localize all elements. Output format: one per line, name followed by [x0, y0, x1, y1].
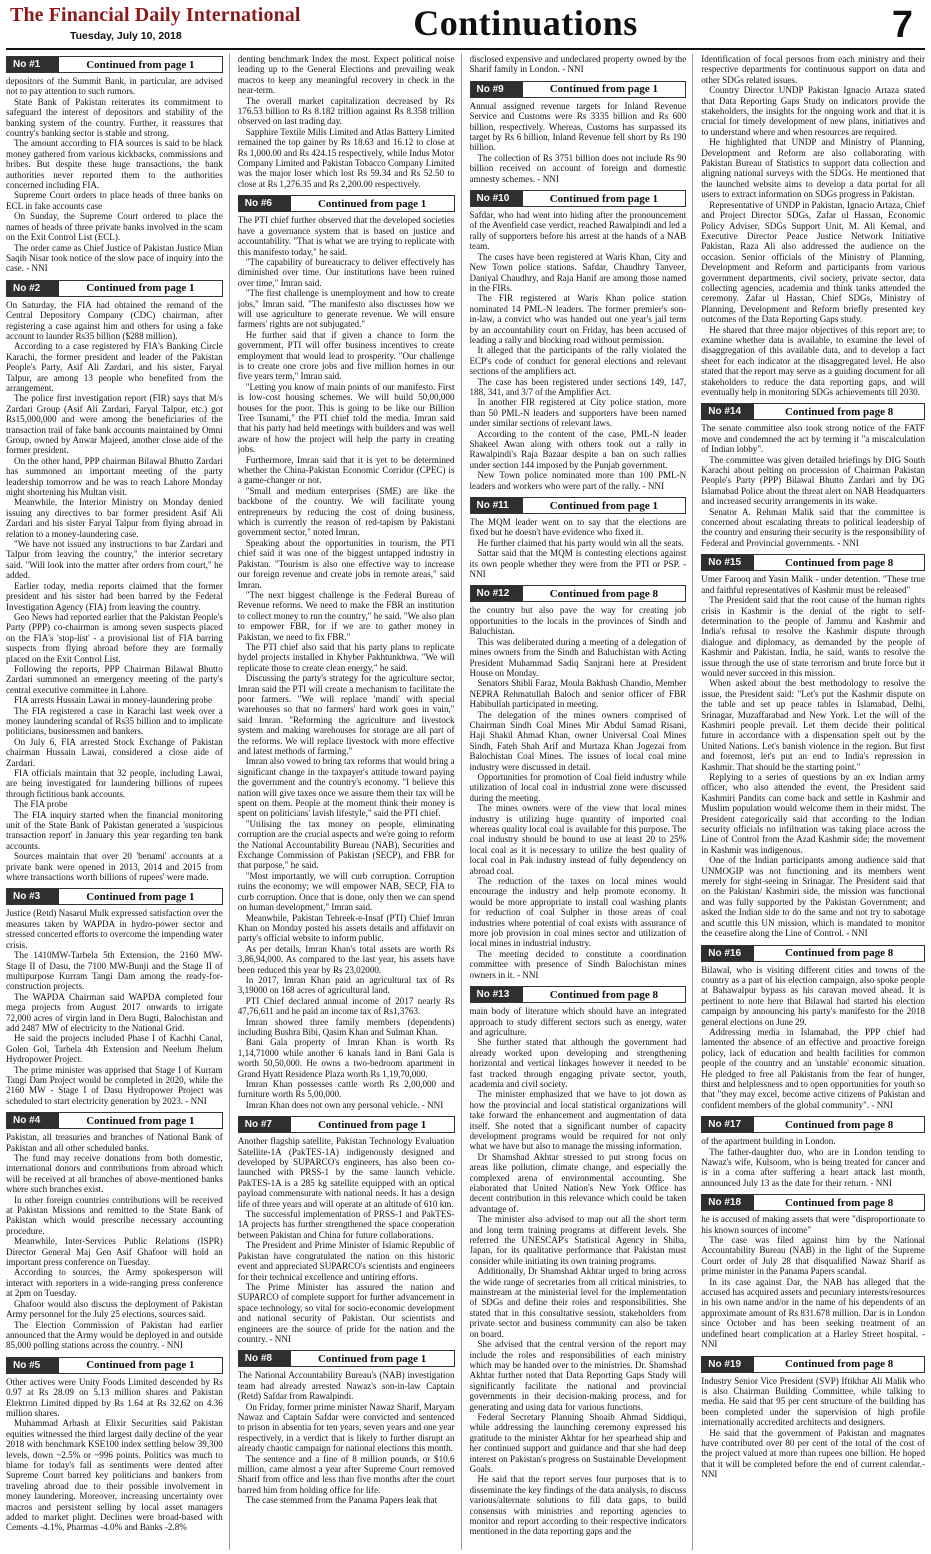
paragraph: PTI Chief declared annual income of 2017 nearly Rs 47,76,611 and he paid an income tax of Rs1,3763.	[237, 995, 455, 1017]
story-header	[701, 554, 925, 571]
story-number-badge: No #2	[7, 281, 59, 296]
story-header	[470, 190, 687, 207]
paragraph: Sattar said that the MQM is contesting elections against its own people whether they were from the PTI or PSP. - NNI	[469, 548, 687, 580]
paragraph: The FIA inquiry started when the financial monitoring unit of the State Bank of Pakistan generated a 'suspicious transaction report' in January this year regarding ten bank accounts.	[6, 809, 223, 851]
story-header	[701, 945, 925, 962]
paragraph: New Town police nominated more than 100 PML-N leaders and workers who were part of the rally. - NNI	[469, 470, 687, 491]
continuation-story	[6, 280, 223, 883]
continuation-story	[6, 56, 223, 274]
story-header	[470, 986, 687, 1003]
continuation-story	[238, 54, 455, 189]
continued-from-label: Continued from page 1	[317, 1352, 427, 1365]
paragraph: On Friday, former prime minister Nawaz Sharif, Maryam Nawaz and Captain Safdar were convicted and sentenced to prison in absentia for ten years, seven years and one year respectively, in a verdict that is likely to further disrupt an already chaotic campaign for national elections this month.	[237, 1401, 455, 1454]
paragraph: Following the reports, PPP Chairman Bilawal Bhutto Zardari summoned an emergency meeting of the party's central executive committee in Lahore.	[6, 663, 223, 695]
paragraph: FIA arrests Hussain Lawai in money-laundering probe	[14, 695, 212, 706]
paragraph: When asked about the best methodology to resolve the issue, the President said: "Let's put the Kashmir dispute on the table and set up peace tables in Islamabad, Delhi, Srinagar, Muzaffarabad and New York. Let the will of the Kashmiri people prevail. Let them decide their political future in accordance with a dispensation spelt out by the United Nations. Let's banish violence in the region. But first and foremost, let's put an end to India's repression in Kashmir. That should be the starting point."	[701, 678, 925, 772]
continued-from-label: Continued from page 8	[549, 988, 659, 1001]
continued-from-label: Continued from page 1	[317, 197, 427, 210]
continuation-story	[470, 190, 687, 491]
continuation-story	[6, 1112, 223, 1351]
column-1	[6, 54, 230, 1550]
paragraph: The committee was given detailed briefings by DIG South Karachi about pelting on procession of Chairman Pakistan People's Party (PPP) Bilawal Bhutto Zardari and by DG Islamabad Police about the threat alert on NAB Headquarters and increased security arrangements in its wake.	[701, 454, 925, 507]
paragraph: The senate committee also took strong notice of the FATF move and condemned the act by terming it "a miscalculation of Indian lobby".	[701, 423, 925, 455]
paragraph: He further claimed that his party would win all the seats.	[477, 537, 684, 548]
paragraph: Opportunities for promotion of Coal field industry while utilization of local coal in industrial zone were discussed during the meeting.	[469, 771, 687, 803]
paragraph: The minister also advised to map out all the short term and long term training programs at different levels. She referred the UNESCAP's Statistical Agency in Shiba, Japan, for its qualitative performance that Pakistan must consider while initiating its own training programs.	[469, 1214, 687, 1266]
paragraph: Federal Secretary Planning Shoaib Ahmad Siddiqui, while addressing the launching ceremony expressed his gratitude to the minister Akhtar for her spearhead ship and her continued support and guidance and that she had deep interest on Pakistan's progress on Sustainable Development Goals.	[469, 1411, 687, 1474]
paragraph: "Utilising the tax money on people, eliminating corruption are the crucial aspects and we're going to reform the National Accountability Bureau (NAB), Securities and Exchange Commission of Pakistan (SECP), and FBR for that purpose," he said.	[237, 818, 455, 871]
paragraph: The delegation of the mines owners comprised of Chairman Sindh Coal Mines Mir Abdul Samad Risani, Haji Shakil Ahmad Khan, owner Universal Coal Mines Sindh, Fateh Shah Arif and Murtaza Khan Jogezai from Balochistan Coal Mines. The issues of local coal mine industry were discussed in detail.	[469, 709, 687, 772]
paragraph: main body of literature which should have an integrated approach to study different sectors such as energy, water and agriculture.	[469, 1006, 687, 1037]
continued-from-label: Continued from page 8	[784, 405, 894, 418]
continued-from-label: Continued from page 1	[86, 890, 195, 903]
story-header	[238, 1116, 455, 1133]
continuation-story	[238, 1116, 455, 1344]
paragraph: denting benchmark Index the most. Expect political noise leading up to the General Elections and prevailing weak macros to keep any meaningful recovery in check in the near-term.	[237, 54, 455, 96]
paragraph: The case was filed against him by the National Accountability Bureau (NAB) in the light of the Supreme Court order of July 28 that disqualified Nawaz Sharif as prime minister in the Panama Papers scandal.	[701, 1235, 925, 1277]
paragraph: The President and Prime Minister of Islamic Republic of Pakistan have congratulated the nation on this historic event and appreciated SUPARCO's scientists and engineers for their technical excellence and untiring efforts.	[237, 1240, 455, 1282]
paragraph: It alleged that the participants of the rally violated the ECP's code of conduct for general elections and relevant sections of the amplifiers act.	[469, 345, 687, 377]
continuation-story	[238, 1350, 455, 1505]
continued-from-label: Continued from page 1	[86, 1359, 195, 1372]
story-header	[238, 195, 455, 212]
paragraph: The President said that the root cause of the human rights crisis in Kashmir is the denial of the right to self-determination to the people of Jammu and Kashmir and India's refusal to resolve the Kashmir dispute through dialogue and diplomacy, as demanded by the people of Kashmir and Pakistan. India, he said, wants to resolve the issue through the use of state terrorism and brute force but it would never succeed in this mission.	[701, 595, 925, 678]
paragraph: The order came as Chief Justice of Pakistan Justice Mian Saqib Nisar took notice of the slow pace of inquiry into the case. - NNI	[6, 242, 223, 274]
continuation-story	[701, 554, 925, 938]
paragraph: FIA officials maintain that 32 people, including Lawai, are being investigated for laundering billions of rupees through fictitious bank accounts.	[6, 768, 223, 799]
story-number-badge: No #14	[702, 404, 754, 419]
story-number-badge: No #7	[239, 1117, 291, 1132]
paragraph: Another flagship satellite, Pakistan Technology Evaluation Satellite-1A (PakTES-1A) indigenously designed and developed by SUPARCO's engineers, has also been co-launched with PRSS-1 by the same launch vehicle. PakTES-1A is a 285 kg satellite equipped with an optical payload commensurate with national needs. It has a design life of three years and will operate at an altitude of 610 km.	[237, 1136, 455, 1209]
story-number-badge: No #13	[471, 987, 523, 1002]
story-number-badge: No #9	[471, 82, 523, 97]
continuation-story	[701, 1356, 925, 1480]
story-number-badge: No #18	[702, 1195, 754, 1210]
paragraph: Addressing media in Islamabad, the PPP chief had lamented the absence of an effective and proactive foreign policy, lack of education and health facilities for common people of the country and an 'unstable' economic situation. He pledged to free all Pakistanis from the fear of hunger, thirst and helplessness and to open opportunities for youth so that "they may excel, become active citizens of Pakistan and confident members of the global community". - NNI	[701, 1026, 925, 1110]
continued-from-label: Continued from page 1	[549, 83, 659, 96]
paragraph: Senator A. Rehman Malik said that the committee is concerned about escalating threats to political leadership of the country and ensuring their security is the responsibility of Federal and Provincial governments. - NNI	[701, 506, 925, 548]
paragraph: The prime minister was apprised that Stage I of Kurram Tangi Dam Project would be completed in 2020, while the 2160 MW - Stage I of Dasu Hydropower Project was scheduled to start electricity generation by 2023. - NNI	[6, 1064, 223, 1106]
paragraph: Furthermore, Imran said that it is yet to be determined whether the China-Pakistan Economic Corridor (CPEC) is a game-changer or not.	[237, 454, 455, 486]
newspaper-logo: The Financial Daily International	[10, 4, 301, 26]
paragraph: Muhammad Arbash at Elixir Securities said Pakistan equities witnessed the third largest daily decline of the year 2018 with benchmark KSE100 index settling below 39,300 levels, down ~2.5% or ~996 points. Politics was much to blame for today's fall as sentiments were dented after Supreme Court barred key politicians and bankers from traveling abroad due to their possible involvement in money laundering. Moreover, increasing uncertainty over macros and persistent selling by local asset managers added to market plight. Declines were broad-based with Cements -4.1%, Pharmas -4.0% and Banks -2.8%	[6, 1418, 223, 1533]
paragraph: Geo News had reported earlier that the Pakistan People's Party (PPP) co-chairman is among seven suspects placed on the FIA's 'stop-list' - a provisional list of FIA barring suspects from flying abroad before they are formally placed on the Exit Control List.	[6, 611, 223, 664]
paragraph: One of the Indian participants among audience said that UNMOGIP was not functioning and its members went merely for sight-seeing in Srinagar. The President said that on the Pakistan/ Kashmiri side, the mission was functional and was fully supported by the Pakistan Government; and asked the Indian side to do the same and not try to sabotage and scuttle this UN mission, which is mandated to monitor the ceasefire along the Line of Control. - NNI	[701, 855, 925, 939]
paragraph: The successful implementation of PRSS-1 and PakTES-1A projects has further strengthened the space cooperation between Pakistan and China for future collaborations.	[237, 1209, 455, 1240]
story-number-badge: No #8	[239, 1351, 291, 1366]
story-number-badge: No #17	[702, 1117, 754, 1132]
paragraph: The police first investigation report (FIR) says that M/s Zardari Group (Asif Ali Zardari, Faryal Talpur, etc.) got Rs15,000,000 and were among the beneficiaries of the transaction trail of fake bank accounts maintained by Omni Group, owned by Anwar Majeed, another close aide of the former president.	[6, 393, 223, 456]
paragraph: State Bank of Pakistan reiterates its commitment to safeguard the interest of depositors and stability of the banking system of the country. Further, it reassures that country's banking sector is stable and strong.	[6, 96, 223, 139]
paragraph: He said the projects included Phase I of Kachhi Canal, Golen Gol, Tarbela 4th Extension and Neelum Jhelum Hydropower Project.	[6, 1033, 223, 1065]
continued-from-label: Continued from page 1	[549, 192, 659, 205]
paragraph: The collection of Rs 3751 billion does not include Rs 90 billion received on account of foreign and domestic amnesty schemes. - NNI	[469, 152, 687, 184]
paragraph: Meanwhile, Inter-Services Public Relations (ISPR) Director General Maj Gen Asif Ghafoor will hold an important press conference on Tuesday.	[6, 1236, 223, 1268]
story-header	[701, 1194, 925, 1211]
continuation-story	[6, 888, 223, 1106]
continuation-story	[470, 54, 687, 75]
paragraph: Umer Farooq and Yasin Malik - under detention. "These true and faithful representatives of Kashmir must be released"	[701, 574, 925, 595]
paragraph: The sentence and a fine of 8 million pounds, or $10.6 million, came almost a year after Supreme Court removed Sharif from office and less than five months after the court barred him from holding office for life.	[237, 1453, 455, 1495]
paragraph: The Election Commission of Pakistan had earlier announced that the Army would be deployed in and outside 85,000 polling stations across the country. - NNI	[6, 1319, 223, 1351]
paragraph: Bani Gala property of Imran Khan is worth Rs 1,14,71000 while another 6 kanals land in Bani Gala is worth 50,50,000. He owns a two-bedroom apartment in Grand Hyatt Residence Plaza worth Rs 1,19,70,000.	[237, 1037, 455, 1079]
paragraph: The FIA registered a case in Karachi last week over a money laundering scandal of Rs35 billion and to implicate politicians, businessmen and bankers.	[6, 705, 223, 737]
paragraph: The 1410MW-Tarbela 5th Extension, the 2160 MW-Stage II of Dasu, the 7100 MW-Bunji and the Stage II of multipurpose Kurram Tangi Dam among the ready-for-construction projects.	[6, 950, 223, 992]
paragraph: disclosed expensive and undeclared property owned by the Sharif family in London. - NNI	[469, 54, 687, 75]
story-header	[238, 1350, 455, 1367]
paragraph: Discussing the party's strategy for the agriculture sector, Imran said the PTI will create a mechanism to facilitate the poor farmers. "We will replace 'mandi' with special warehouses so that no farmers' hard work goes in vain," said Imran. "Reforming the agriculture and livestock system and making warehouses for storage are all part of the reforms. We will replace livestock with more effective and latest methods of farming."	[237, 673, 455, 756]
continued-from-label: Continued from page 1	[86, 58, 195, 71]
paragraph: The National Accountability Bureau's (NAB) investigation team had already arrested Nawaz's son-in-law Captain (Retd) Safdar from Rawalpindi.	[237, 1370, 455, 1402]
paragraph: According to the content of the case, PML-N leader Shakeel Awan along with others took out a rally in Rawalpindi's Raja Bazaar despite a ban on such rallies under section 144 imposed by the Punjab government.	[469, 428, 687, 470]
paragraph: Country Director UNDP Pakistan Ignacio Artaza stated that Data Reporting Gaps Study on indicators provide the stakeholders, the insights for the ongoing work and that it is crucial for timely development of new plans, initiatives and to understand where and when resources are required.	[701, 85, 925, 137]
paragraph: As per details, Imran Khan's total assets are worth Rs 3,86,94,000. As compared to the last year, his assets have been reduced this year by Rs 23,02000.	[237, 943, 455, 975]
continuation-story	[701, 54, 925, 397]
continuation-story	[470, 585, 687, 980]
paragraph: The fund may receive donations from both domestic, international donors and contributions from abroad which will be received at all branches of above-mentioned banks where such branches exist.	[6, 1153, 223, 1195]
story-number-badge: No #16	[702, 946, 754, 961]
paragraph: The case has been registered under sections 149, 147, 188, 341, and 3/7 of the Amplifier Act.	[469, 376, 687, 397]
story-number-badge: No #4	[7, 1113, 59, 1128]
continuation-story	[470, 497, 687, 579]
masthead	[6, 0, 925, 50]
paragraph: the country but also pave the way for creating job opportunities to the locals in the provinces of Sindh and Baluchistan.	[469, 605, 687, 637]
paragraph: Other actives were Unity Foods Limited descended by Rs 0.97 at Rs 28.09 on 5.13 million shares and Pakistan Elektron Limited dipped by Rs 1.64 at Rs 32.62 on 4.36 million shares.	[6, 1376, 223, 1418]
paragraph: On Sunday, the Supreme Court ordered to place the names of heads of three private banks involved in the scam on the Exit Control List (ECL).	[6, 211, 223, 243]
paragraph: According to a case registered by FIA's Banking Circle Karachi, the former president and leader of the Pakistan People's Party, Asif Ali Zardari, and his sister, Faryal Talpur, are among 13 people who benefited from the arrangement.	[6, 341, 223, 393]
paragraph: The reduction of the taxes on local mines would encourage the industry and help promote economy. It would be more appropriate to install coal washing plants for reduction of coal Sulpher in those areas of coal industries where potential of coal exists with assurance of more job provision in coal mines sector and utilization of local mines in industrial industry.	[469, 876, 687, 949]
continuation-story	[701, 1194, 925, 1349]
continuation-story	[470, 81, 687, 184]
paragraph: Imran also vowed to bring tax reforms that would bring a significant change in the taxpayer's attitude toward paying the government and the country's economy. "I believe this nation will give taxes once we assure them their tax will be spent on them. People at the moment think their money is spent on politicians' lavish lifestyle," said the PTI chief.	[237, 756, 455, 819]
story-number-badge: No #5	[7, 1358, 59, 1373]
continued-from-label: Continued from page 1	[86, 1114, 195, 1127]
story-header	[470, 81, 687, 98]
paragraph: The father-daughter duo, who are in London tending to Nawaz's wife, Kulsoom, who is being treated for cancer and is in a coma after suffering a heart attack last month, announced July 13 as the date for their return. - NNI	[701, 1146, 925, 1188]
continued-from-label: Continued from page 1	[86, 282, 195, 295]
paragraph: The PTI chief further observed that the developed societies have a governance system that is based on justice and accountability. "That is what we are trying to replicate with this manifesto today," he said.	[237, 215, 455, 257]
continuation-story	[470, 986, 687, 1537]
paragraph: The cases have been registered at Waris Khan, City and New Town police stations. Safdar, Chaudhry Tanveer, Daniyal Chaudhry, and Raja Hanif are among those named in the FIRs.	[469, 251, 687, 293]
paragraph: He further said that if given a chance to form the government, PTI will offer business incentives to create employment that would lead to prosperity. "Our challenge is to create one crore jobs and five million homes in our five years term," Imran said.	[237, 329, 455, 382]
paragraph: "Letting you know of main points of our manifesto. First is low-cost housing schemes. We will build 50,00,000 houses for the poor. This is going to be like our Billion Tree Tsunami," the PTI chief told the media. Imran said that his party had held meetings with builders and was well aware of how the project will help the party in creating jobs.	[237, 381, 455, 455]
paragraph: He said that the government of Pakistan and magnates have contributed over 80 per cent of the total of the cost of the project valued at more than rupees one billion. He hoped that it will be completed before the end of current calendar.-NNI	[701, 1427, 925, 1480]
paragraph: Dr Shamshad Akhtar stressed to put strong focus on areas like pollution, climate change, and especially the complexed arena of environmental accounting. She elaborated that United Nation's New York Office has decent contribution in this relevance which could be taken advantage of.	[469, 1151, 687, 1214]
story-number-badge: No #15	[702, 555, 754, 570]
continued-from-label: Continued from page 1	[317, 1118, 427, 1131]
paragraph: The FIR registered at Waris Khan police station nominated 14 PML-N leaders. The former premier's son-in-law, a convict who was handed out one year's jail term by an accountability court on Friday, has been accused of leading a rally and blocking road without permission.	[469, 293, 687, 345]
paragraph: The Prime Minister has assured the nation and SUPARCO of complete support for further advancement in space technology, so vital for socio-economic development and national security of Pakistan. Our scientists and engineers are the source of pride for the nation and the country. - NNI	[237, 1281, 455, 1344]
story-header	[6, 280, 223, 297]
column-4	[701, 54, 925, 1550]
paragraph: The FIA probe	[14, 799, 68, 810]
story-header	[6, 1357, 223, 1374]
paragraph: "Small and medium enterprises (SME) are like the backbone of the country. We will facilitate young entrepreneurs by reducing the cost of doing business, which is currently the reason of red-tapism by Pakistani government sector," noted Imran.	[237, 485, 455, 538]
paragraph: The mines owners were of the view that local mines industry is utilizing huge quantity of imported coal whereas quality local coal is available for this purpose. The coal industry should be bound to use at least 20 to 25% local coal as it is necessary to utilize the best quality of local coal in Pak industry instead of fully dependency on abroad coal.	[469, 803, 687, 876]
story-number-badge: No #12	[471, 586, 523, 601]
continued-from-label: Continued from page 8	[784, 1358, 894, 1370]
paragraph: he is accused of making assets that were "disproportionate to his known sources of income"	[701, 1214, 925, 1235]
story-header	[6, 888, 223, 905]
paragraph: Additionally, Dr Shamshad Akhtar urged to bring across the wide range of secretaries from all critical ministries, to mainstream at the ministerial level for the implementation of SDGs and define their roles and responsibilities. She stated that in this consultative session, stakeholders from private sector and business community can also be taken on board.	[469, 1266, 687, 1339]
issue-date: Tuesday, July 10, 2018	[70, 30, 182, 42]
story-header	[470, 497, 687, 514]
paragraph: Pakistan, all treasuries and branches of National Bank of Pakistan and all other scheduled banks.	[6, 1132, 223, 1153]
paragraph: The minister emphasized that we have to jot down as how the provincial and local statistical organizations will take forward the enhancement and augmentation of data itself. She noted that a significant number of capacity development programs would be required for not only what we have but also to manage the missing information.	[469, 1089, 687, 1152]
story-header	[701, 1356, 925, 1373]
paragraph: On July 6, FIA arrested Stock Exchange of Pakistan chairman Hussain Lawai, considered a close aide of Zardari.	[6, 736, 223, 768]
story-number-badge: No #3	[7, 889, 59, 904]
paragraph: According to sources, the Army spokesperson will interact with reporters in a wide-ranging press conference at 2pm on Tuesday.	[6, 1267, 223, 1299]
story-header	[470, 585, 687, 602]
paragraph: The MQM leader went on to say that the elections are fixed but he doesn't have evidence who fixed it.	[469, 517, 687, 538]
paragraph: In other foreign countries contributions will be received at Pakistan Missions and remitted to the State Bank of Pakistan which would prescribe necessary accounting procedure.	[6, 1194, 223, 1236]
paragraph: He highlighted that UNDP and Ministry of Planning, Development and Reform are also collaborating with Pakistan Bureau of Statistics to support data collection and aligning national surveys with the SDGs. He mentioned that the launched website aims to develop a data portal for all users to extract information on SDGs progress in Pakistan.	[701, 137, 925, 200]
paragraph: Imran showed three family members (dependents) including Bushra Bibi, Qasim Khan and Sulman Khan.	[237, 1016, 455, 1037]
paragraph: The meeting decided to constitute a coordination committee with presence of Sindh Balochistan mines owners in it. - NNI	[469, 948, 687, 980]
paragraph: Senators Shibli Faraz, Moula Bakhash Chandio, Member NEPRA Rehmatullah Baloch and senior officer of FBR Habibullah participated in meeting.	[469, 678, 687, 710]
continued-from-label: Continued from page 8	[784, 1196, 894, 1209]
continuation-story	[701, 945, 925, 1111]
paragraph: Representative of UNDP in Pakistan, Ignacio Artaza, Chief and Project Director SDGs, Zafar ul Hassan, Economic Policy Adviser, SDGs Support Unit, M. Ali Kemal, and Executive Director Peace Justice Network Initiative Pakistan, Raza Ali also addressed the audience on the occasion. Senior officials of the Ministry of Planning, Development and Reform and participants from various government departments, civil society, private sector, data collecting agencies, academia and think tanks attended the ceremony. Zafar ul Hassan, Chief SDGs, Ministry of Planning, Development and Reform briefly presented key outcomes of the Data Reporting Gaps study.	[701, 199, 925, 325]
column-2	[238, 54, 462, 1550]
continuation-story	[701, 1116, 925, 1188]
continuation-story	[701, 403, 925, 548]
story-number-badge: No #1	[7, 57, 59, 72]
page-number: 7	[891, 4, 913, 46]
paragraph: "Most importantly, we will curb corruption. Corruption ruins the economy; we will empower NAB, SECP, FIA to curb corruption. Once that is done, only then we can spend on human development," Imran said.	[237, 870, 455, 913]
paragraph: Meanwhile, Pakistan Tehreek-e-Insaf (PTI) Chief Imran Khan on Monday posted his assets details and affidavit on party's official website to inform public.	[237, 912, 455, 944]
continued-from-label: Continued from page 8	[549, 587, 659, 600]
continued-from-label: Continued from page 8	[784, 556, 894, 569]
story-number-badge: No #6	[239, 196, 291, 211]
paragraph: "The capability of bureaucracy to deliver effectively has diminished over time. Our institutions have been ruined over time," Imran said.	[237, 256, 455, 288]
paragraph: "We have not issued any instructions to bar Zardari and Talpur from leaving the country," the interior secretary said. "Will look into the matter after orders from court," he added.	[6, 539, 223, 581]
paragraph: Sources maintain that over 20 'benami' accounts at a private bank were opened in 2013, 2014 and 2015 from where transactions worth billions of rupees' were made.	[6, 851, 223, 883]
story-number-badge: No #19	[702, 1357, 754, 1372]
paragraph: Imran Khan does not own any personal vehicle. - NNI	[245, 1099, 444, 1110]
paragraph: The overall market capitalization decreased by Rs 176.53 billion to Rs 8.182 trillion against Rs 8.358 trillion observed on last trading day.	[237, 95, 455, 127]
paragraph: Meanwhile, the Interior Ministry on Monday denied issuing any directives to bar former president Asif Ali Zardari and his sister Faryal Talpur from flying abroad in relation to a money-laundering case.	[6, 497, 223, 539]
continued-from-label: Continued from page 8	[784, 947, 894, 959]
story-number-badge: No #10	[471, 191, 523, 206]
paragraph: In another FIR registered at City police station, more than 50 PML-N leaders and supporters have been named under similar sections of relevant laws.	[469, 397, 687, 429]
paragraph: She advised that the central version of the report may include the roles and responsibilities of each ministry which may be handed over to the ministries. Dr. Shamshad Akhtar further noted that Data Reporting Gaps Study will significantly facilitate the national and provincial governments in their decision-making process, and for generating and using data for various functions.	[469, 1339, 687, 1412]
paragraph: In its case against Dar, the NAB has alleged that the accused has acquired assets and pecuniary interests/resources in his own name and/or in the name of his dependents of an approximate amount of Rs 831.678 million. Dar is in London since October and has been seeking treatment of an undefined heart complication at a Harley Street hospital. - NNI	[701, 1276, 925, 1350]
paragraph: "The first challenge is unemployment and how to create jobs," Imran said. "The manifesto also discusses how we will use agriculture to generate revenue. We will ensure farmers' rights are not subjugated."	[237, 288, 455, 330]
paragraph: Bilawal, who is visiting different cities and towns of the country as a part of his election campaign, also spoke people at Bahawalpur bypass as his caravan moved ahead. It is pertinent to note here that Bilawal had started his election campaign by announcing his party's manifesto for the 2018 general elections on June 29.	[701, 964, 925, 1027]
paragraph: Imran Khan possesses cattle worth Rs 2,00,000 and furniture worth Rs 5,00,000.	[237, 1079, 455, 1100]
story-header	[6, 1112, 223, 1129]
paragraph: "The next biggest challenge is the Federal Bureau of Revenue reforms. We need to make the FBR an institution to collect money to run the country," he said. "We also plan to empower FBR, for if we are to gather money in Pakistan, we need to fix FBR."	[237, 589, 455, 642]
paragraph: depositors of the Summit Bank, in particular, are advised not to pay attention to such rumors.	[6, 76, 223, 97]
paragraph: Earlier today, media reports claimed that the former president and his sister had been barred by the Federal Investigation Agency (FIA) from leaving the country.	[6, 580, 223, 612]
section-title: Continuations	[413, 3, 638, 43]
paragraph: Industry Senior Vice President (SVP) Iftikhar Ali Malik who is also Chairman Building Committee, while talking to media. He said that 95 per cent structure of the building has been completed under the supervision of high profile internationally accredited architects and designers.	[701, 1375, 925, 1428]
article-columns	[6, 54, 925, 1550]
paragraph: This was deliberated during a meeting of a delegation of mines owners from the Sindh and Baluchistan with Acting President Muhammad Sadiq Sanjrani here at President House on Monday.	[469, 636, 687, 678]
paragraph: The case stemmed from the Panama Papers leak that	[245, 1495, 438, 1506]
paragraph: The WAPDA Chairman said WAPDA completed four mega projects from August 2017 onwards to irrigate 72,000 acres of virgin land in Dera Bugti, Balochistan and add 2487 MW of electricity to the National Grid.	[6, 991, 223, 1033]
column-3	[470, 54, 694, 1550]
paragraph: of the apartment building in London.	[701, 1136, 836, 1147]
paragraph: She further stated that although the government had already worked upon developing and strengthening horizontal and vertical linkages however it needed to be fast tracked through engaging private sector, youth, academia and civil society.	[469, 1037, 687, 1089]
paragraph: Safdar, who had went into hiding after the pronouncement of the Avenfield case verdict, reached Rawalpindi and led a rally of supporters before his arrest at the hands of a NAB team.	[469, 210, 687, 252]
paragraph: Annual assigned revenue targets for Inland Revenue Service and Customs were Rs 3335 billion and Rs 600 billion, respectively. Whereas, Customs has surpassed its target by Rs 6 billion, Inland Revenue fell short by Rs 190 billion.	[469, 100, 687, 153]
paragraph: The PTI chief also said that his party plans to replicate hydel projects installed in Khyber Pakhtunkhwa. "We will replicate those to create clean energy," he said.	[237, 641, 455, 673]
story-header	[701, 403, 925, 420]
paragraph: He said that the report serves four purposes that is to disseminate the key findings of the data analysis, to discuss various/alternate solutions to fill data gaps, to build consensus with ministries and reporting agencies to monitor and report according to their respective indicators mentioned in the data reporting gaps and the	[469, 1474, 687, 1537]
paragraph: He shared that three major objectives of this report are; to examine whether data is available, to examine the level of disaggregation of this available data, and to develop a fact sheet for each indicator at the disaggregated level. He also stated that the report may serve as a guiding document for all stakeholders to reduce the data reporting gaps, and will eventually help in monitoring SDGs achievements till 2030.	[701, 324, 925, 397]
paragraph: Justice (Retd) Nasarul Mulk expressed satisfaction over the measures taken by WAPDA in hydro-power sector and stressed concerted efforts to overcome the impending water crisis.	[6, 908, 223, 950]
story-header	[6, 56, 223, 73]
paragraph: Supreme Court orders to place heads of three banks on ECL in fake accounts case	[6, 190, 223, 211]
paragraph: Speaking about the opportunities in tourism, the PTI chief said it was one of the biggest untapped industry in Pakistan. "Tourism is also one effective way to increase our foreign revenue and create jobs in remote areas," said Imran.	[237, 537, 455, 590]
continuation-story	[6, 1357, 223, 1533]
paragraph: In 2017, Imran Khan paid an agricultural tax of Rs 3,19000 on 168 acres of agricultural land.	[237, 974, 455, 996]
paragraph: Replying to a series of questions by an ex Indian army officer, who also attended the event, the President said Kashmiri Pandits can come back and settle in Kashmir and Muslim population would welcome them in their midst. The President categorically said that according to the Indian security officials no infiltration was taking place across the Line of Control from the Azad Kashmir side; the movement in Kashmir was indigenous.	[701, 772, 925, 855]
paragraph: On Saturday, the FIA had obtained the remand of the Central Depository Company (CDC) chairman, after registering a case against him and others for using a fake account to launder Rs35 billion ($288 million).	[6, 299, 223, 341]
paragraph: Identification of focal persons from each ministry and their respective departments for continuous support on data and other SDGs related issues.	[701, 54, 925, 85]
story-number-badge: No #11	[471, 498, 523, 513]
continued-from-label: Continued from page 1	[549, 499, 659, 512]
continued-from-label: Continued from page 8	[784, 1118, 894, 1131]
paragraph: The amount according to FIA sources is said to be black money gathered from various kickbacks, commissions and bribes. But despite these huge transactions, the bank authorities never reported them to the authorities concerned including FIA.	[6, 138, 223, 191]
continuation-story	[238, 195, 455, 1110]
paragraph: Ghafoor would also discuss the deployment of Pakistan Army personnel for the July 25 elections, sources said.	[6, 1298, 223, 1320]
story-header	[701, 1116, 925, 1133]
paragraph: On the other hand, PPP chairman Bilawal Bhutto Zardari has summoned an important meeting of the party leadership tomorrow and he was to reach Lahore Monday night shortening his Multan visit.	[6, 455, 223, 498]
paragraph: Sapphire Textile Mills Limited and Atlas Battery Limited remained the top gainer by Rs 18.63 and 16.12 to close at Rs 1,000.00 and Rs 424.15 respectively, while Indus Motor Company Limited and Pakistan Tobacco Company Limited was the major loser which lost Rs 59.34 and Rs 52.50 to close at Rs 1,276.35 and Rs 2,200.00 respectively.	[237, 126, 455, 189]
